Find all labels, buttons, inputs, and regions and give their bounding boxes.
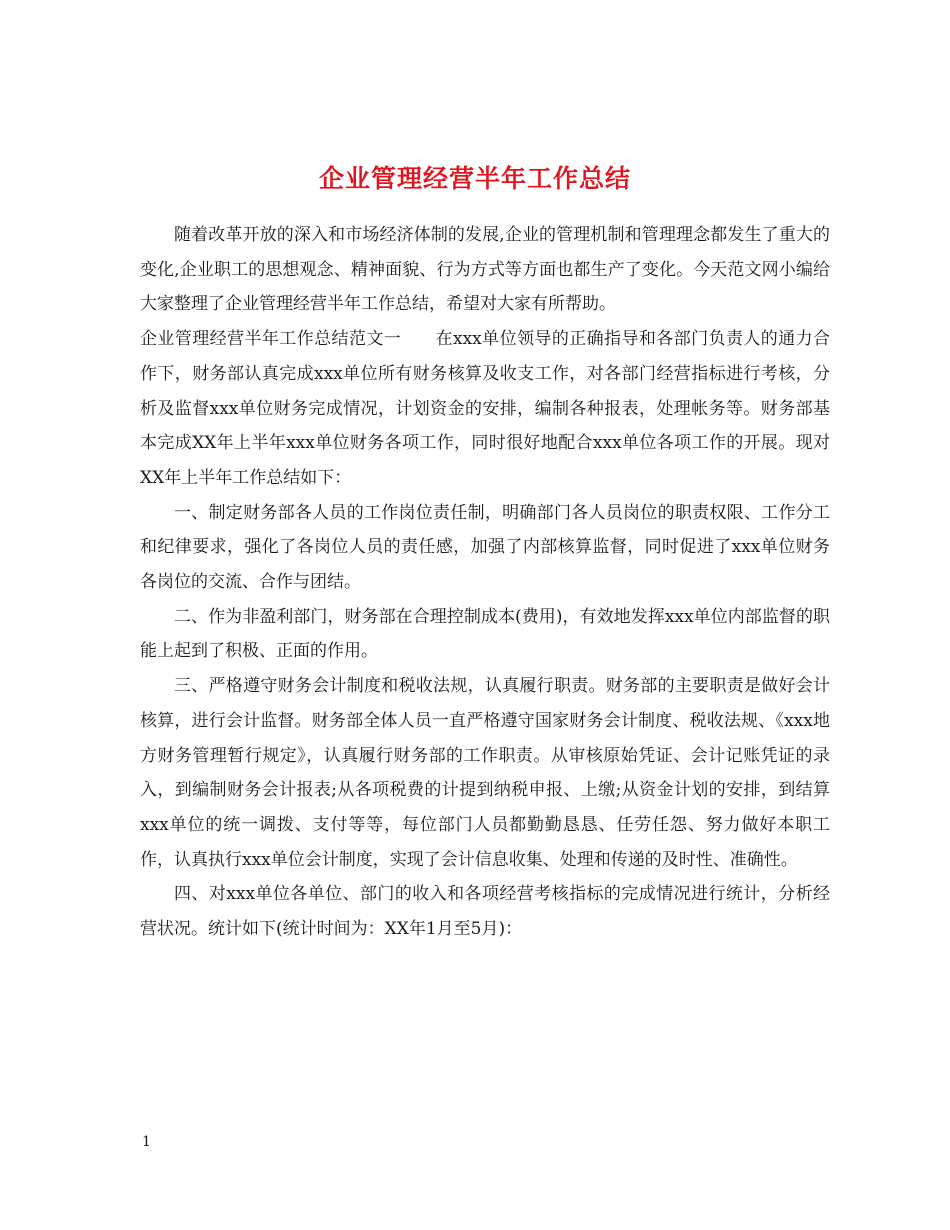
page-number: 1 — [142, 1134, 151, 1150]
point-paragraph-3: 三、严格遵守财务会计制度和税收法规，认真履行职责。财务部的主要职责是做好会计核算，进行会计监督。财务部全体人员一直严格遵守国家财务会计制度、税收法规、《xxx地方财务管理暂行规定》，认真履行财务部的工作职责。从审核原始凭证、会计记账凭证的录入，到编制财务会计报表;从各项税费的计提到纳税申报、上缴;从资金计划的安排，到结算xxx单位的统一调拨、支付等等，每位部门人员都勤勤恳恳、任劳任怨、努力做好本职工作，认真执行xxx单位会计制度，实现了会计信息收集、处理和传递的及时性、准确性。 — [140, 676, 830, 870]
document-title: 企业管理经营半年工作总结 — [318, 163, 631, 193]
intro-paragraph: 随着改革开放的深入和市场经济体制的发展,企业的管理机制和管理理念都发生了重大的变化,企业职工的思想观念、精神面貌、行为方式等方面也都生产了变化。今天范文网小编给大家整理了企业管理经营半年工作总结，希望对大家有所帮助。 — [140, 225, 830, 315]
document-body — [140, 218, 830, 947]
sample-opening: 在xxx单位领导的正确指导和各部门负责人的通力合作下，财务部认真完成xxx单位所有财务核算及收支工作，对各部门经营指标进行考核，分析及监督xxx单位财务完成情况，计划资金的安排，编制各种报表，处理帐务等。财务部基本完成XX年上半年xxx单位财务各项工作，同时很好地配合xxx单位各项工作的开展。现对XX年上半年工作总结如下： — [140, 329, 831, 488]
sample-paragraph — [140, 322, 830, 496]
sample-heading: 企业管理经营半年工作总结范文一 — [140, 329, 402, 350]
point-paragraph-4: 四、对xxx单位各单位、部门的收入和各项经营考核指标的完成情况进行统计，分析经营状况。统计如下(统计时间为：XX年1月至5月)： — [140, 884, 830, 940]
point-paragraph-2: 二、作为非盈利部门，财务部在合理控制成本(费用)，有效地发挥xxx单位内部监督的职能上起到了积极、正面的作用。 — [140, 606, 830, 662]
point-paragraph-1: 一、制定财务部各人员的工作岗位责任制，明确部门各人员岗位的职责权限、工作分工和纪律要求，强化了各岗位人员的责任感，加强了内部核算监督，同时促进了xxx单位财务各岗位的交流、合作与团结。 — [140, 502, 830, 593]
